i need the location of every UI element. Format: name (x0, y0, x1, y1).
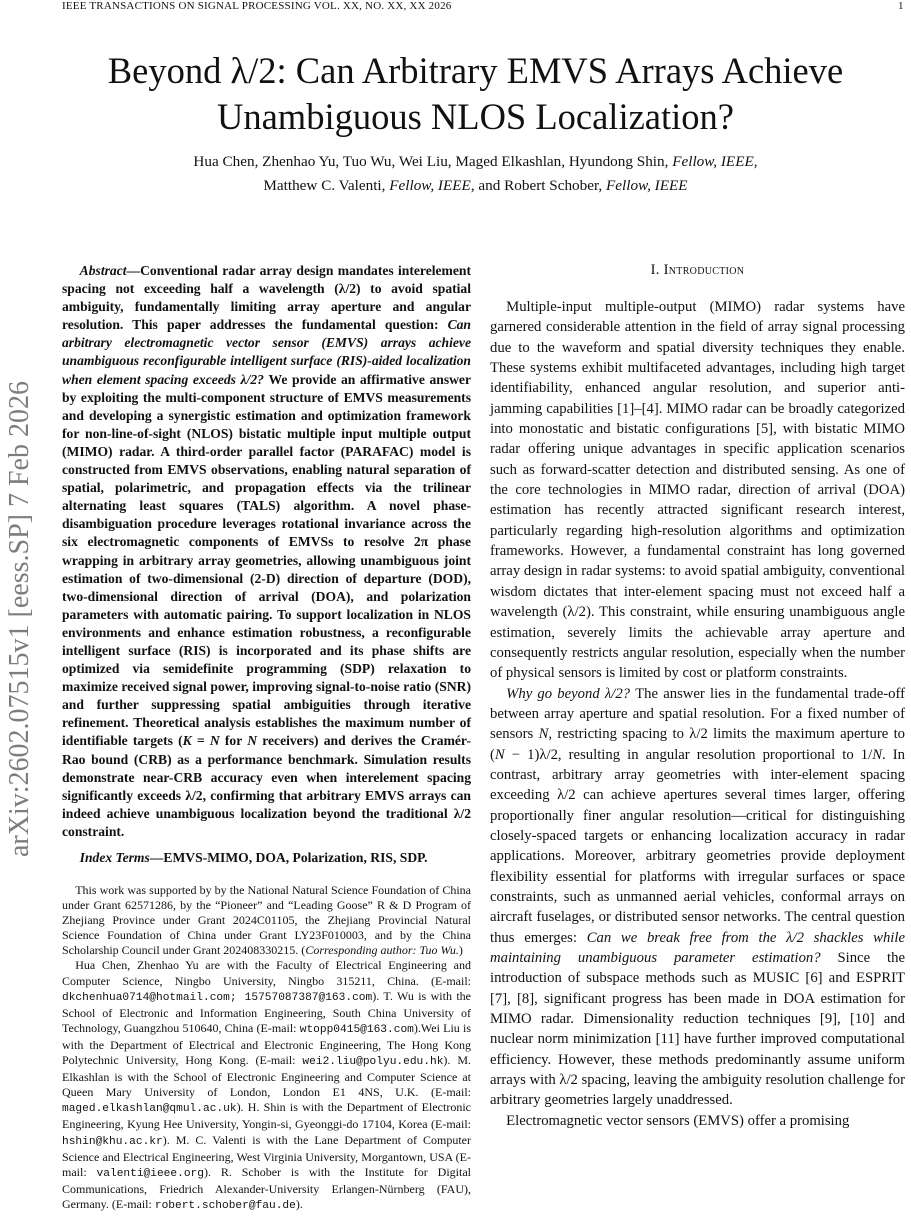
text-run: Matthew C. Valenti, (263, 177, 390, 194)
text-run: ). R. Schober is with the Institute for Digital Communications, Friedrich Alexander-University Erlangen-Nürnberg (FAU), Germany. (E-mail: (62, 1164, 471, 1211)
body-paragraph (490, 1111, 905, 1131)
italic-text: Can we break free from the λ/2 shackles while maintaining unambiguous parameter estimation? (490, 929, 905, 966)
author-list (40, 150, 911, 198)
email-text: dkchenhua0714@hotmail.com; 15757087387@163.com (62, 991, 373, 1004)
text-run: Hua Chen, Zhenhao Yu are with the Faculty of Electrical Engineering and Computer Science, Ningbo University, Ningbo 315211, China. (E-mail: (62, 958, 471, 988)
email-text: wtopp0415@163.com (299, 1023, 414, 1036)
arxiv-watermark: arXiv:2602.07515v1 [eess.SP] 7 Feb 2026 (4, 381, 35, 857)
text-run: , restricting spacing to λ/2 limits the maximum aperture to ( (490, 726, 905, 763)
italic-text: N (247, 733, 258, 749)
text-run: ). H. Shin is with the Department of Electronic Engineering, Kyung Hee University, Yongin-si, Gyeonggi-do 17104, Korea (E-mail: (62, 1100, 471, 1132)
section-number: I. (650, 262, 664, 278)
text-run: We provide an affirmative answer by exploiting the multi-component structure of EMVS measurements and developing a synergistic estimation and optimization framework for non-line-of-sight (NLOS) bistatic multiple input multiple output (MIMO) radar. A third-order parallel factor (PARAFAC) model is constructed from EMVS observations, enabling natural separation of spatial, polarimetric, and propagation effects via the trilinear alternating least squares (TALS) algorithm. A novel phase-disambiguation procedure leverages rotational invariance across the six electromagnetic components of EMVSs to resolve 2π phase wrapping in arbitrary array geometries, allowing unambiguous joint estimation of two-dimensional (2-D) direction of departure (DOD), two-dimensional direction of arrival (DOA), and polarization parameters with automatic pairing. To support localization in NLOS environments and enhance estimation robustness, a reconfigurable intelligent surface (RIS) is incorporated and its phase shifts are optimized via semidefinite programming (SDP) relaxation to maximize received signal power, improving signal-to-noise ratio (SNR) and further suppressing spatial ambiguities through iterative refinement. Theoretical analysis establishes the maximum number of identifiable targets ( (62, 371, 471, 749)
italic-text: N (538, 726, 549, 743)
text-run: This work was supported by by the National Natural Science Foundation of China under Grant 62571286, by the “Pioneer” and “Leading Goose” R & D Program of Zhejiang Province under Grant 2024C01105, the Zhejiang Provincial Natural Science Foundation of China under Grant LY23F010003, and by the China Scholarship Council under Grant 202408330215. ( (62, 883, 471, 958)
italic-text: Corresponding author: Tuo Wu. (305, 943, 459, 958)
right-column (490, 262, 905, 1131)
section-heading (490, 262, 905, 279)
text-run: , and Robert Schober, (470, 177, 607, 194)
text-run: Hua Chen, Zhenhao Yu, Tuo Wu, Wei Liu, Maged Elkashlan, Hyundong Shin, (193, 153, 673, 170)
body-paragraph (490, 297, 905, 684)
abstract (62, 262, 471, 841)
italic-text: Fellow, IEEE (606, 177, 688, 194)
text-run: ). T. Wu is with the School of Electronic and Information Engineering, South China University of Technology, Guangzhou 510640, China (E-mail: (62, 988, 471, 1035)
left-column (62, 262, 471, 1214)
italic-text: Abstract (79, 263, 127, 278)
text-run: . In contrast, arbitrary array geometries with inter-element spacing exceeding λ/2 can achieve apertures several times larger, offering proportionally finer angular resolution—critical for distinguishing closely-spaced targets or enhancing localization accuracy in radar applications. Moreover, arbitrary geometries provide deployment flexibility essential for platforms with irregular surfaces or space constraints, such as unmanned aerial vehicles, conformal arrays on aircraft fuselages, or distributed sensor networks. The central question thus emerges: (490, 746, 905, 946)
email-text: wei2.liu@polyu.edu.hk (302, 1056, 444, 1069)
text-run: ). (295, 1196, 303, 1211)
running-head: IEEE TRANSACTIONS ON SIGNAL PROCESSING VOL. XX, NO. XX, XX 2026 (62, 0, 452, 12)
italic-text: Fellow, IEEE (672, 153, 754, 170)
text-run: − 1)λ/2, resulting in angular resolution proportional to 1/ (504, 746, 873, 763)
italic-text: Fellow, IEEE (389, 177, 471, 194)
funding-footnote (62, 883, 471, 958)
text-run: ). M. Elkashlan is with the School of Electronic Engineering and Computer Science at Queen Mary University of London, London E1 4NS, U.K. (E-mail: (62, 1053, 471, 1100)
text-run: , (753, 153, 758, 170)
page-number: 1 (898, 0, 904, 12)
italic-text: N (494, 746, 505, 763)
text-run: for (219, 733, 248, 749)
text-run: ) (458, 943, 463, 958)
email-text: valenti@ieee.org (96, 1167, 204, 1180)
email-text: robert.schober@fau.de (154, 1199, 296, 1212)
italic-text: Why go beyond λ/2? (506, 685, 631, 702)
email-text: hshin@khu.ac.kr (62, 1135, 163, 1148)
email-text: maged.elkashlan@qmul.ac.uk (62, 1103, 237, 1116)
italic-text: Can arbitrary electromagnetic vector sensor (EMVS) arrays achieve unambiguous reconfigurable intelligent surface (RIS)-aided localization when element spacing exceeds λ/2? (62, 317, 471, 387)
text-run: Electromagnetic vector sensors (EMVS) offer a promising (506, 1112, 850, 1129)
index-terms (62, 849, 471, 867)
text-run: receivers) and derives the Cramér-Rao bound (CRB) as a performance benchmark. Simulation results demonstrate near-CRB accuracy even when interelement spacing significantly exceeds λ/2, confirming that arbitrary EMVS arrays can indeed achieve unambiguous localization beyond the traditional λ/2 constraint. (62, 733, 471, 839)
footnotes (62, 883, 471, 1214)
text-run: ).Wei Liu is with the Department of Electrical and Electronic Engineering, The Hong Kong Polytechnic University, Hong Kong. (E-mail: (62, 1020, 471, 1068)
italic-text: N (872, 746, 882, 763)
text-run: Multiple-input multiple-output (MIMO) radar systems have garnered considerable attention in the field of array signal processing due to the waveform and spatial diversity techniques they enable. These systems exhibit multifaceted advantages, including high target identifiability, enhanced angular resolution, and superior anti-jamming capabilities [1]–[4]. MIMO radar can be broadly categorized into monostatic and bistatic configurations [5], with bistatic MIMO radar offering unique advantages in specific application scenarios such as forward-scatter detection and distributed sensing. As one of the core technologies in MIMO radar, direction of arrival (DOA) estimation has recently attracted significant research interest, particularly regarding high-resolution algorithms and optimization frameworks. However, a fundamental constraint has long governed array design in radar systems: to avoid spatial ambiguity, conventional wisdom dictates that inter-element spacing must not exceed half a wavelength (λ/2). This constraint, while ensuring unambiguous angle estimation, severely limits the achievable array aperture and consequently restricts angular resolution, especially when the number of physical sensors is limited by cost or platform constraints. (490, 299, 905, 682)
italic-text: K = N (182, 733, 220, 749)
paper-title (40, 48, 911, 140)
italic-text: Index Terms (79, 850, 150, 865)
text-run: Since the introduction of subspace methods such as MUSIC [6] and ESPRIT [7], [8], significant progress has been made in DOA estimation for MIMO radar. Dimensionality reduction techniques [9], [10] and nuclear norm minimization [11] have further improved computational efficiency. However, these methods predominantly assume uniform arrays with λ/2 spacing, leaving the ambiguity resolution challenge for arbitrary geometries largely unaddressed. (490, 950, 906, 1109)
text-run: ). M. C. Valenti is with the Lane Department of Computer Science and Electrical Engineering, West Virginia University, Morgantown, USA (E-mail: (62, 1132, 471, 1179)
body-paragraph (490, 684, 905, 1111)
title-line: Unambiguous NLOS Localization? (217, 96, 734, 137)
affiliation-footnote (62, 958, 471, 1214)
text-run: —EMVS-MIMO, DOA, Polarization, RIS, SDP. (149, 850, 428, 865)
author-line (40, 150, 911, 174)
text-run: The answer lies in the fundamental trade-off between array aperture and spatial resolution. For a fixed number of sensors (490, 685, 905, 743)
title-line: Beyond λ/2: Can Arbitrary EMVS Arrays Achieve (107, 50, 844, 91)
author-line (40, 174, 911, 198)
text-run: —Conventional radar array design mandates interelement spacing not exceeding half a wavelength (λ/2) to avoid spatial ambiguity, fundamentally limiting array aperture and angular resolution. This paper addresses the fundamental question: (62, 263, 471, 333)
section-title: Introduction (663, 262, 745, 278)
